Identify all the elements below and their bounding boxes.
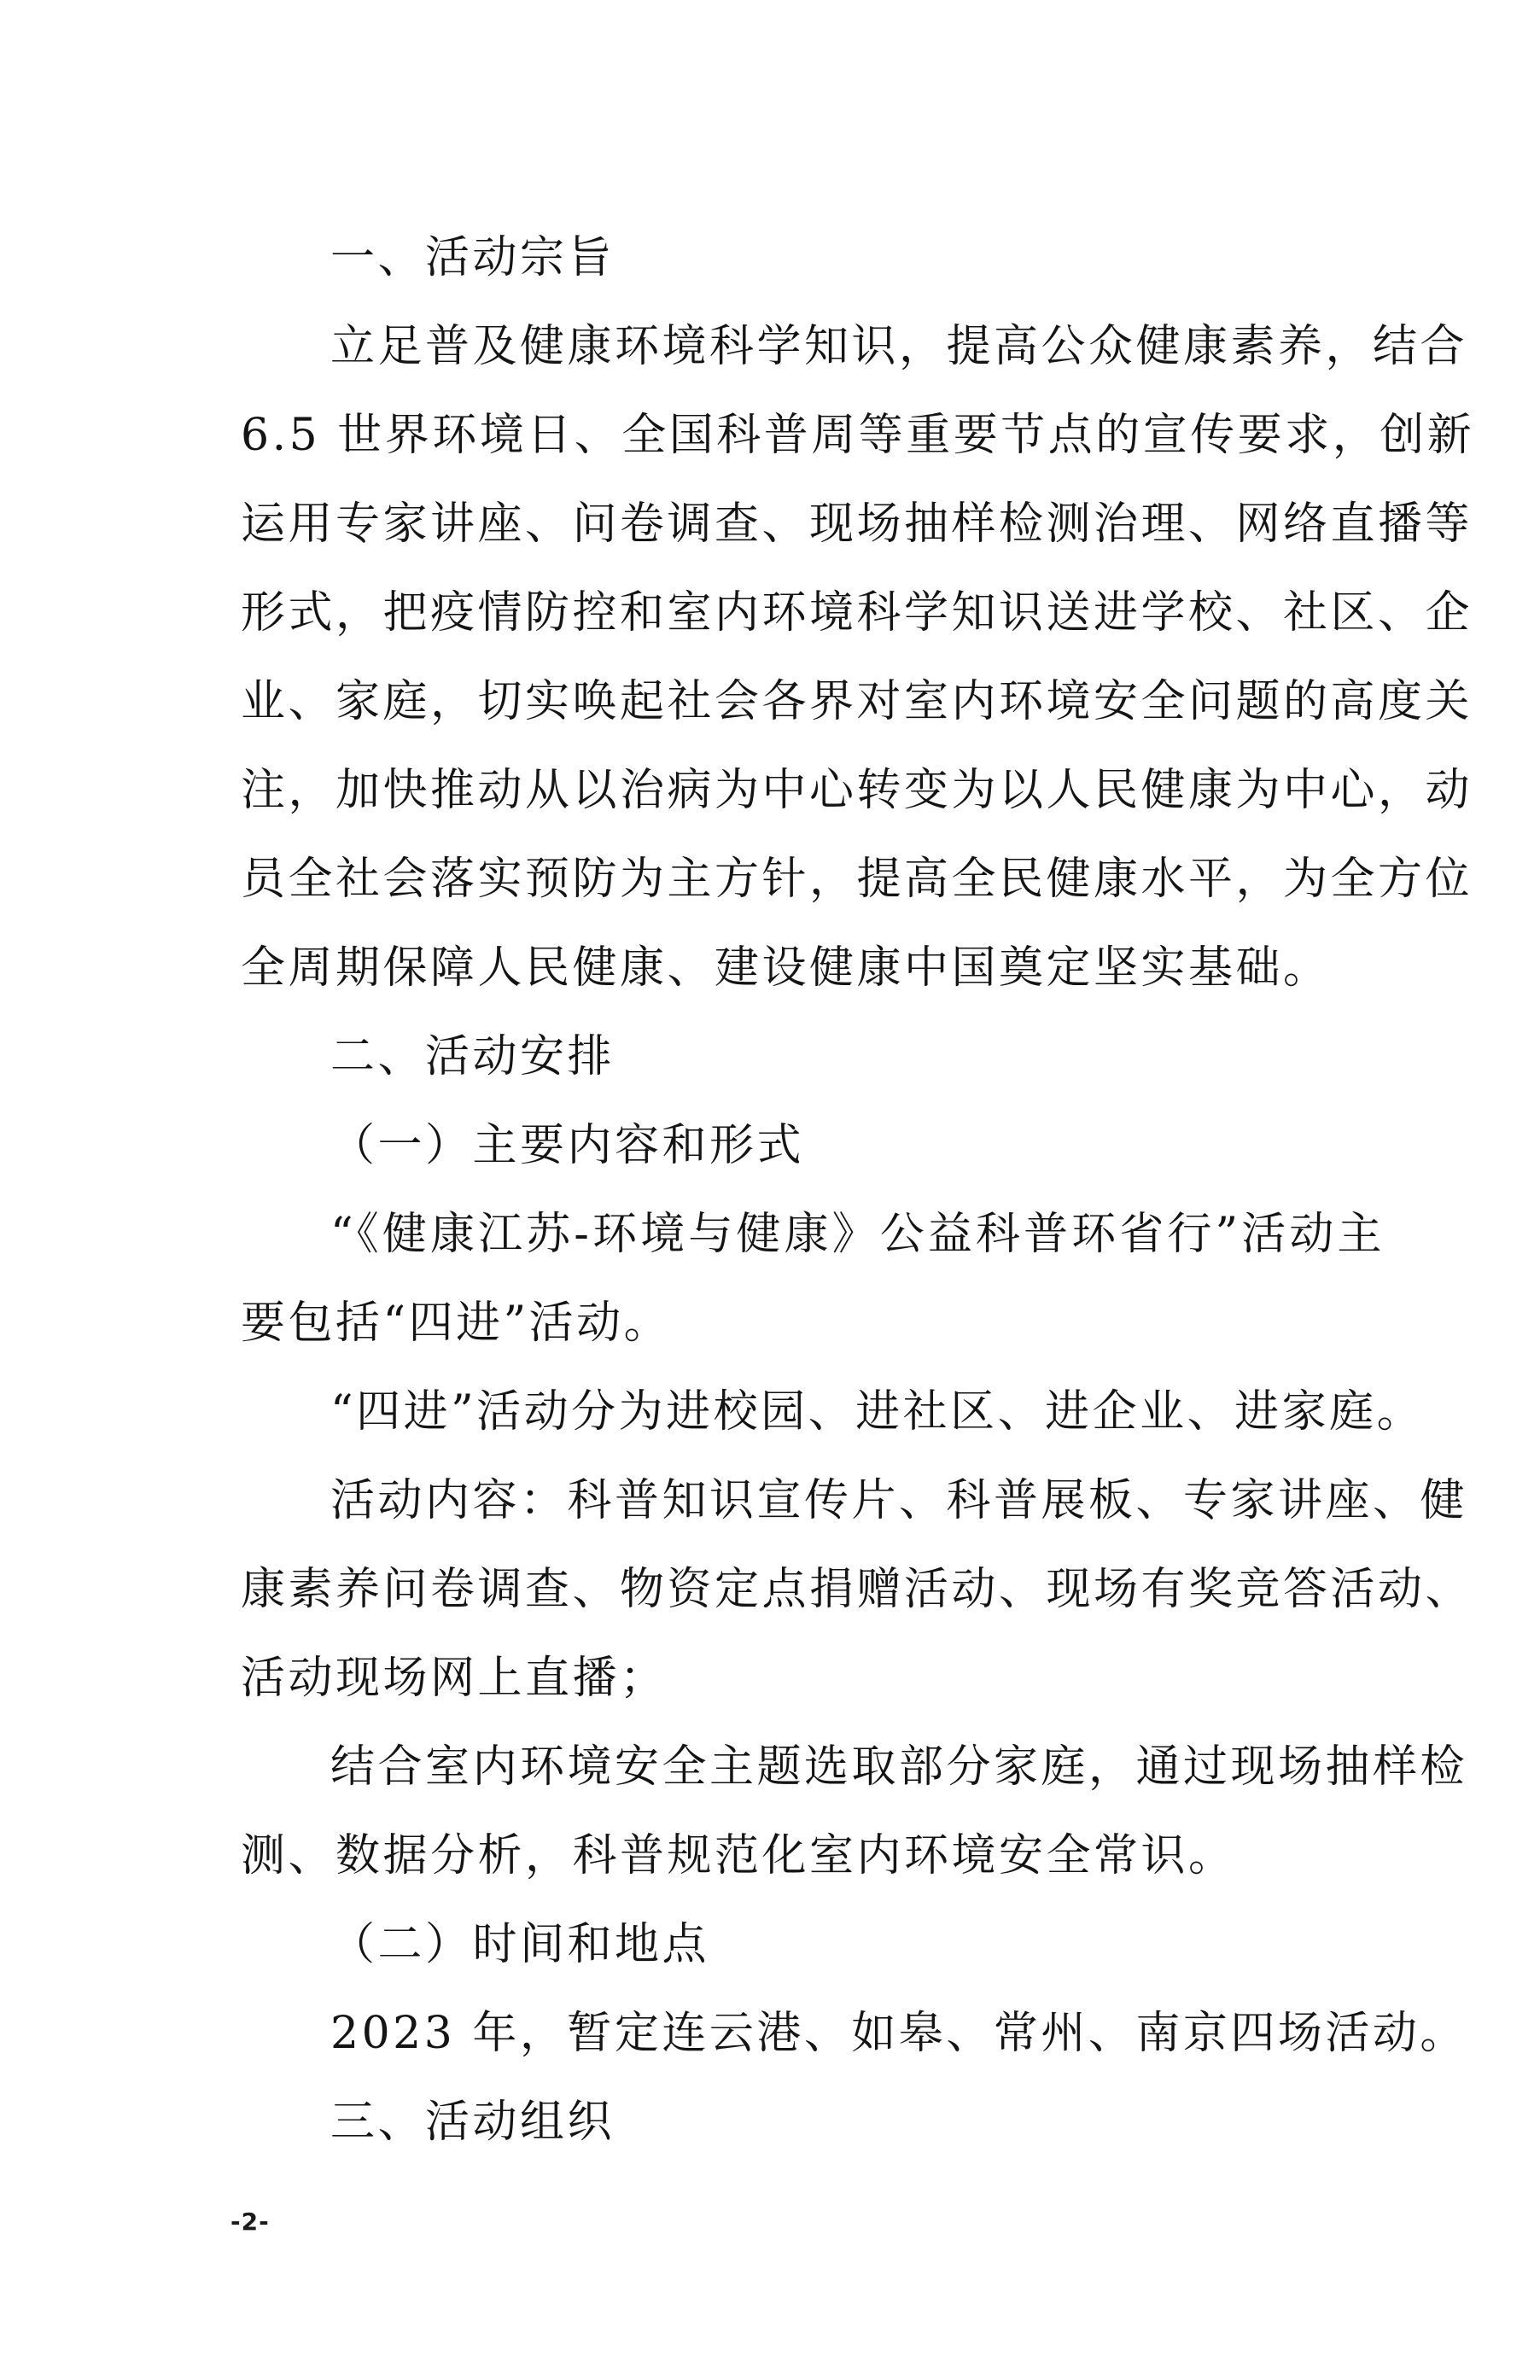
section-heading-organization: 三、活动组织 (330, 2097, 615, 2148)
page-number: -2- (230, 2208, 270, 2236)
paragraph-line: 2023 年，暂定连云港、如皋、常州、南京四场活动。 (330, 2008, 1467, 2059)
paragraph-line: 形式，把疫情防控和室内环境科学知识送进学校、社区、企 (241, 587, 1473, 639)
paragraph-line: 运用专家讲座、问卷调查、现场抽样检测治理、网络直播等 (241, 499, 1473, 550)
paragraph-line: 6.5 世界环境日、全国科普周等重要节点的宣传要求，创新 (241, 410, 1475, 461)
paragraph-line: 活动内容：科普知识宣传片、科普展板、专家讲座、健 (330, 1475, 1468, 1526)
section-heading-purpose: 一、活动宗旨 (330, 232, 615, 283)
paragraph-line: 员全社会落实预防为主方针，提高全民健康水平，为全方位 (241, 854, 1473, 905)
paragraph-line: “《健康江苏-环境与健康》公益科普环省行”活动主 (330, 1209, 1385, 1260)
paragraph-line: 立足普及健康环境科学知识，提高公众健康素养，结合 (330, 321, 1468, 372)
paragraph-line: 测、数据分析，科普规范化室内环境安全常识。 (241, 1830, 1236, 1881)
paragraph-line: 康素养问卷调查、物资定点捐赠活动、现场有奖竞答活动、 (241, 1564, 1473, 1615)
paragraph-line: 结合室内环境安全主题选取部分家庭，通过现场抽样检 (330, 1741, 1468, 1793)
section-heading-arrangement: 二、活动安排 (330, 1031, 615, 1082)
paragraph-line: 业、家庭，切实唤起社会各界对室内环境安全问题的高度关 (241, 676, 1473, 727)
document-body (241, 213, 1475, 2167)
paragraph-line: 注，加快推动从以治病为中心转变为以人民健康为中心，动 (241, 765, 1473, 816)
paragraph-line: “四进”活动分为进校园、进社区、进企业、进家庭。 (330, 1386, 1425, 1438)
subsection-heading-content: （一）主要内容和形式 (330, 1120, 805, 1171)
paragraph-line: 活动现场网上直播； (241, 1653, 668, 1704)
subsection-heading-time-place: （二）时间和地点 (330, 1919, 710, 1970)
paragraph-line: 要包括“四进”活动。 (241, 1298, 672, 1349)
paragraph-line: 全周期保障人民健康、建设健康中国奠定坚实基础。 (241, 942, 1331, 994)
